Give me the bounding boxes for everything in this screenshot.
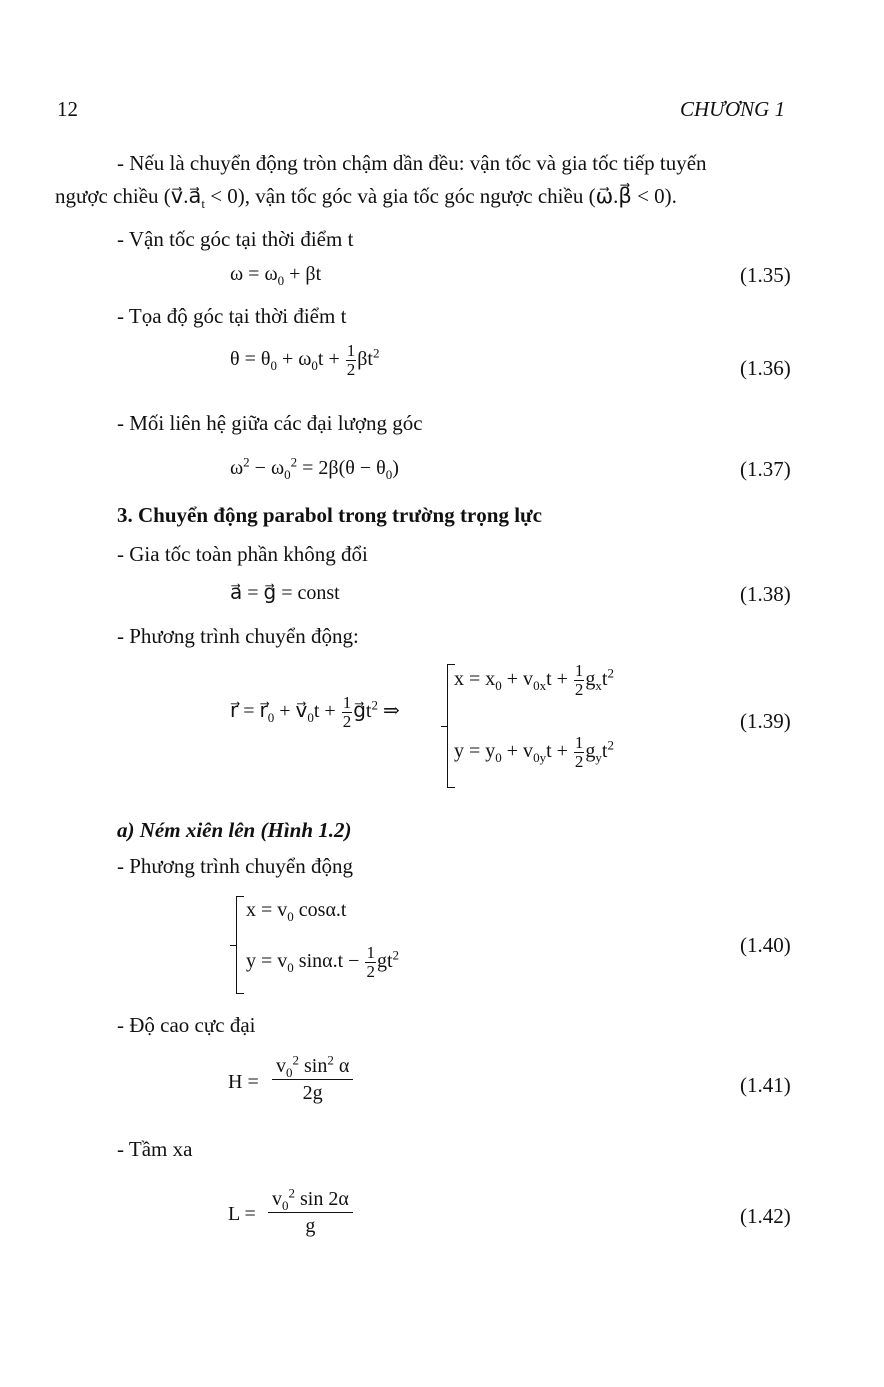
text-segment: ngược chiều (	[55, 184, 171, 208]
condition-vector-product: v⃗.a⃗	[170, 184, 202, 208]
subsection-heading-a: a) Ném xiên lên (Hình 1.2)	[117, 818, 352, 842]
equation-1-42-fraction	[268, 1186, 353, 1239]
equation-1-39-x: $x = x_0 + v_{0x}t$ + $\frac{1}{2}$ $g_xt^2$	[454, 661, 614, 699]
equation-1-41-fraction	[272, 1053, 353, 1106]
equation-1-41-lhs: H =	[228, 1071, 259, 1093]
paragraph-angular-relation: - Mối liên hệ giữa các đại lượng góc	[117, 411, 423, 435]
section-heading-3: 3. Chuyển động parabol trong trường trọng lực	[117, 503, 542, 527]
paragraph-max-height: - Độ cao cực đại	[117, 1013, 256, 1037]
paragraph-range: - Tầm xa	[117, 1137, 193, 1161]
denominator: g	[305, 1215, 316, 1237]
numerator: $v_0^2$ $\sin^2 \alpha$	[272, 1053, 353, 1080]
equation-1-40-y: $y = v_0$ sinα.t − $\frac{1}{2}$ $gt^2$	[246, 943, 399, 981]
equation-number-1-39: (1.39)	[740, 709, 791, 733]
page-number: 12	[57, 97, 78, 121]
paragraph-angular-coordinate: - Tọa độ góc tại thời điểm t	[117, 304, 347, 328]
chapter-title: CHƯƠNG 1	[680, 97, 786, 121]
condition-relation: < 0	[204, 184, 238, 208]
numerator: $v_0^2$ sin 2α	[268, 1186, 353, 1213]
equation-1-39-y: $y = y_0 + v_{0y}t$ + $\frac{1}{2}$ $g_yt^2$	[454, 733, 614, 771]
equation-1-35: $\omega = \omega_0 + \beta t$	[230, 263, 322, 288]
equation-1-37: $\omega^2 - \omega_0^2 = 2\beta(\theta - \theta_0)$	[230, 454, 399, 482]
equation-1-38: a⃗ = g⃗ = const	[230, 582, 340, 604]
equation-number-1-40: (1.40)	[740, 933, 791, 957]
equation-number-1-35: (1.35)	[740, 263, 791, 287]
equation-1-39-vector: r⃗ = $r⃗_0$ + $v⃗_0t$ + $\frac{1}{2}$ $g⃗t^2$ ⇒	[230, 693, 400, 731]
condition-angular-product: ω⃗.β⃗ < 0	[595, 184, 665, 208]
equation-1-40-x: $x = v_0$ cosα.t	[246, 899, 347, 924]
paragraph-deceleration-cont	[55, 183, 677, 212]
paragraph-total-acceleration: - Gia tốc toàn phần không đổi	[117, 542, 368, 566]
denominator: 2g	[302, 1082, 323, 1104]
paragraph-equation-of-motion: - Phương trình chuyển động:	[117, 624, 359, 648]
equation-1-36: $\theta = \theta_0 + \omega_0t$ + $\frac{1}{2}$ $\beta t^2$	[230, 341, 380, 379]
equation-number-1-42: (1.42)	[740, 1204, 791, 1228]
paragraph-equation-of-motion-2: - Phương trình chuyển động	[117, 854, 353, 878]
system-brace	[447, 664, 448, 788]
paragraph-deceleration: - Nếu là chuyển động tròn chậm dần đều: vận tốc và gia tốc tiếp tuyến	[117, 151, 707, 175]
equation-number-1-41: (1.41)	[740, 1073, 791, 1097]
equation-1-42-lhs: L =	[228, 1203, 256, 1225]
equation-number-1-38: (1.38)	[740, 582, 791, 606]
system-brace	[236, 896, 237, 994]
subscript: t	[201, 196, 205, 212]
equation-number-1-36: (1.36)	[740, 356, 791, 380]
paragraph-angular-velocity: - Vận tốc góc tại thời điểm t	[117, 227, 354, 251]
text-segment: ).	[664, 184, 677, 208]
equation-number-1-37: (1.37)	[740, 457, 791, 481]
text-segment: ), vận tốc góc và gia tốc góc ngược chiều (	[237, 184, 596, 208]
